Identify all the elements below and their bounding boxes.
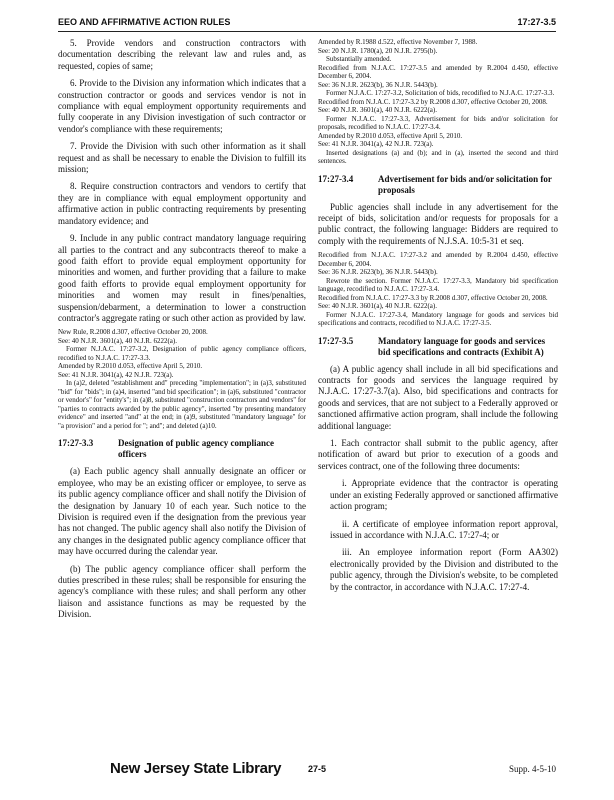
paragraph-6: 6. Provide to the Division any information which indicates that a construction contractor or goods and services vendor is not in compliance with equal employment opportunity requirements and fully cooperate in any Division investigation of such contractor or vendor's compliance with these requirements;	[58, 78, 306, 134]
section-3-5-item-i: i. Appropriate evidence that the contractor is operating under an existing Federally approved or sanctioned affirmative action program;	[330, 478, 558, 512]
header-rule	[58, 31, 556, 32]
running-header	[58, 14, 556, 30]
section-3-3-para-b: (b) The public agency compliance officer shall perform the duties prescribed in these rules; shall be responsible for ensuring the agency's compliance with these rules; and shall perform any other liaison and assistance functions as may be requested by the Division.	[58, 563, 306, 620]
section-title: Designation of public agency compliance officers	[118, 438, 275, 460]
page-number: 27-5	[308, 764, 327, 774]
history-line: New Rule, R.2008 d.307, effective October 20, 2008.	[58, 328, 208, 337]
section-number: 17:27-3.5	[318, 335, 354, 346]
section-3-5-item-iii: iii. An employee information report (Form AA302) electronically provided by the Division and distributed to the public agency, through the Division's website, to be completed by the contractor, in accordance with N.J.A.C. 17:27-4.	[330, 547, 558, 592]
library-watermark: New Jersey State Library	[110, 760, 282, 777]
header-chapter-title: EEO AND AFFIRMATIVE ACTION RULES	[58, 17, 231, 27]
history-line: See: 20 N.J.R. 1780(a), 20 N.J.R. 2795(b).	[318, 46, 438, 55]
history-line: See: 40 N.J.R. 3601(a), 40 N.J.R. 6222(a).	[58, 336, 177, 345]
history-line: Recodified from N.J.A.C. 17:27-3.5 and amended by R.2004 d.450, effective December 6, 2004.	[318, 63, 558, 80]
history-line: Substantially amended.	[326, 55, 392, 63]
section-number: 17:27-3.4	[318, 173, 354, 184]
history-line: Amended by R.2010 d.053, effective April 5, 2010.	[58, 362, 203, 371]
section-title: Mandatory language for goods and services bid specifications and contracts (Exhibit A)	[378, 335, 546, 357]
paragraph-8: 8. Require construction contractors and vendors to certify that they are in compliance with equal employment opportunity and affirmative action in public contracting requirements by presenting mandatory evidence; and	[58, 181, 306, 226]
section-3-3-para-a: (a) Each public agency shall annually designate an officer or employee, who may be an existing officer or employee, to serve as its public agency compliance officer and shall notify the Division of the designation by January 10 of each year. Such notice to the Division is required even if the designation from the previous year has not changed. The public agency shall also notify the Division of any changes in the designated public agency compliance officer that may have occurred during the calendar year.	[58, 466, 306, 557]
history-line: See: 41 N.J.R. 3041(a), 42 N.J.R. 723(a).	[318, 140, 434, 148]
page-footer	[58, 758, 556, 782]
paragraph-7: 7. Provide the Division with such other information as it shall request and as shall be necessary to enable the Division to fulfill its mission;	[58, 141, 306, 175]
history-line: Former N.J.A.C. 17:27-3.2, Designation of public agency compliance officers, recodified to N.J.A.C. 17:27-3.3.	[58, 345, 306, 362]
history-line: Recodified from N.J.A.C. 17:27-3.3 by R.2008 d.307, effective October 20, 2008.	[318, 293, 548, 302]
section-3-5-item-ii: ii. A certificate of employee information report approval, issued in accordance with N.J.A.C. 17:27-4; or	[330, 518, 558, 540]
history-line: Inserted designations (a) and (b); and in (a), inserted the second and third sentences.	[318, 148, 558, 165]
history-line: Former N.J.A.C. 17:27-3.3, Advertisement for bids and/or solicitation for proposals, recodified to N.J.A.C. 17:27-3.4.	[318, 114, 558, 131]
history-line: See: 41 N.J.R. 3041(a), 42 N.J.R. 723(a).	[58, 370, 174, 379]
history-line: Amended by R.1988 d.522, effective November 7, 1988.	[318, 38, 478, 46]
history-line: Rewrote the section. Former N.J.A.C. 17:27-3.3, Mandatory bid specification language, recodified to N.J.A.C. 17:27-3.4.	[318, 276, 558, 294]
section-heading-3-5	[318, 336, 558, 358]
section-title: Advertisement for bids and/or solicitation for proposals	[378, 173, 552, 195]
section-number: 17:27-3.3	[58, 438, 94, 449]
history-line: Former N.J.A.C. 17:27-3.4, Mandatory language for goods and services bid specifications and contracts, recodified to N.J.A.C. 17:27-3.5.	[318, 310, 558, 328]
history-note: In (a)2, deleted "establishment and" preceding "implementation"; in (a)3, substituted "bid" for "bids"; in (a)4, inserted "and bid specification"; in (a)6, substituted "contractor or vendor's" for "entity's"; in (a)8, substituted "construction contractors and vendors" for "parties to contracts awarded by the public agency", inserted "by presenting mandatory evidence" and inserted "and" at the end; in (a)9, substituted "mandatory language" for "a provision" and a period for "; and"; and deleted (a)10.	[58, 379, 306, 430]
paragraph-9: 9. Include in any public contract mandatory language requiring all parties to the contract and any subcontracts thereof to make a good faith effort to provide equal employment opportunity for minorities and women, and further providing that a failure to make good faith efforts to provide equal employment opportunity for minorities and women may result in fines/penalties, suspension/debarment, a determination to lower a construction contractor's aggregate rating or such other action as provided by law.	[58, 233, 306, 323]
history-line: See: 36 N.J.R. 2623(b), 36 N.J.R. 5443(b).	[318, 80, 438, 89]
history-line: Recodified from N.J.A.C. 17:27-3.2 and amended by R.2004 d.450, effective December 6, 2004.	[318, 251, 558, 268]
right-column	[318, 38, 558, 750]
section-3-4-body: Public agencies shall include in any advertisement for the receipt of bids, solicitation and/or requests for proposals for a public contract, the following language: Bidders are required to comply with the requirements of N.J.S.A. 10:5-31 et seq.	[318, 201, 558, 246]
section-heading-3-3	[58, 438, 306, 460]
section-heading-3-4	[318, 174, 558, 196]
history-line: See: 36 N.J.R. 2623(b), 36 N.J.R. 5443(b).	[318, 268, 438, 277]
history-line: Amended by R.2010 d.053, effective April 5, 2010.	[318, 131, 463, 140]
supplement-date: Supp. 4-5-10	[509, 764, 556, 774]
history-line: Recodified from N.J.A.C. 17:27-3.2 by R.2008 d.307, effective October 20, 2008.	[318, 97, 548, 106]
section-3-5-item-1: 1. Each contractor shall submit to the public agency, after notification of award but prior to execution of a goods and services contract, one of the following three documents:	[318, 438, 558, 471]
history-line: Former N.J.A.C. 17:27-3.2, Solicitation of bids, recodified to N.J.A.C. 17:27-3.3.	[326, 89, 555, 97]
history-line: See: 40 N.J.R. 3601(a), 40 N.J.R. 6222(a).	[318, 106, 437, 114]
section-3-5-para-a: (a) A public agency shall include in all bid specifications and contracts for goods and services the language required by N.J.A.C. 17:27-3.7(a). Also, bid specifications and contracts for goods and services, that are not subject to a Federally approved or sanctioned affirmative action program, shall include the following additional language:	[318, 363, 558, 431]
paragraph-5: 5. Provide vendors and construction contractors with documentation describing the relevant law and rules and, as requested, copies of same;	[58, 38, 306, 71]
left-column	[58, 38, 306, 750]
header-section-number: 17:27-3.5	[517, 17, 556, 27]
history-line: See: 40 N.J.R. 3601(a), 40 N.J.R. 6222(a).	[318, 302, 437, 311]
